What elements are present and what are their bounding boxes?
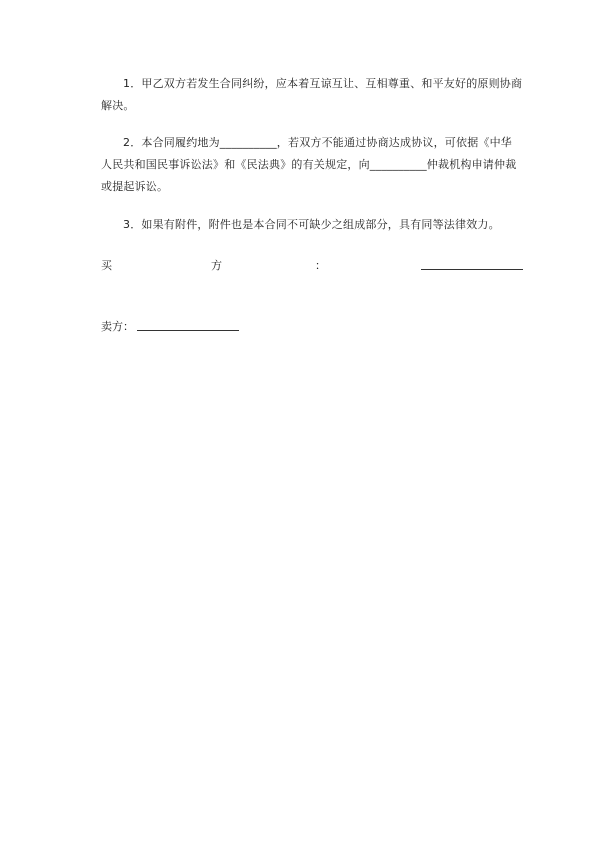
seller-signature-line [101, 318, 301, 336]
buyer-label-char-1: 买 [101, 259, 112, 272]
clause-dispute-resolution: 1．甲乙双方若发生合同纠纷，应本着互谅互让、互相尊重、和平友好的原则协商解决。 [101, 77, 523, 112]
seller-label: 卖方： [101, 320, 134, 333]
seller-signature-blank[interactable] [137, 330, 239, 331]
clause-jurisdiction: 2．本合同履约地为__________，若双方不能通过协商达成协议，可依据《中华人民共和国民事诉讼法》和《民法典》的有关规定，向__________仲裁机构申请仲裁或提起诉讼。 [101, 136, 517, 193]
buyer-signature-blank[interactable] [421, 269, 523, 270]
buyer-label-colon: ： [315, 259, 326, 272]
buyer-label-char-2: 方 [211, 259, 222, 272]
buyer-signature-line [101, 257, 523, 275]
clause-attachments: 3．如果有附件，附件也是本合同不可缺少之组成部分，具有同等法律效力。 [123, 218, 500, 231]
